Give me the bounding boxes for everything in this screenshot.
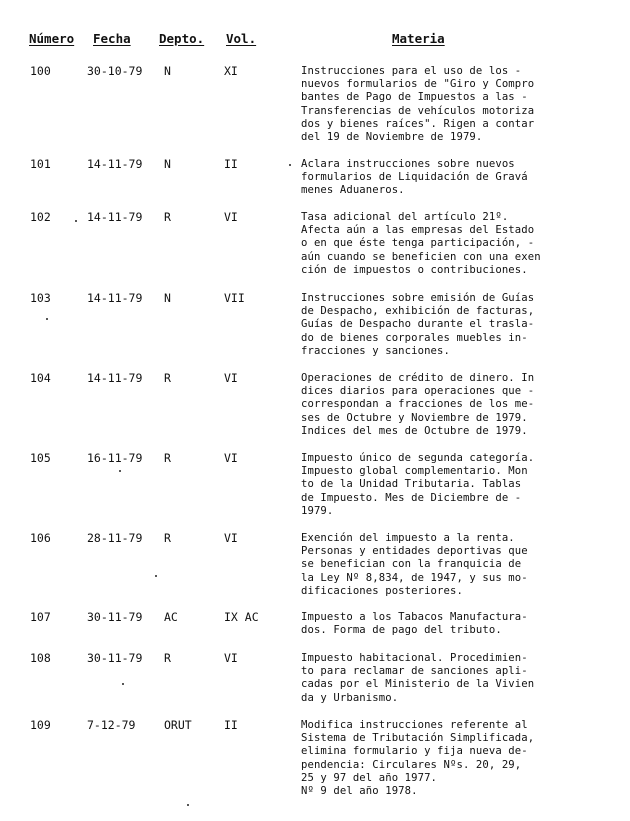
cell-vol: VI	[224, 651, 238, 665]
cell-vol: VI	[224, 371, 238, 385]
cell-fecha: 28-11-79	[87, 531, 143, 545]
materia-line: correspondan a fracciones de los me-	[301, 398, 535, 411]
cell-vol: XI	[224, 64, 238, 78]
cell-materia	[301, 452, 601, 518]
cell-depto: R	[164, 531, 171, 545]
cell-numero: 104	[30, 371, 51, 385]
cell-vol: VI	[224, 451, 238, 465]
materia-line: Transferencias de vehículos motoriza	[301, 104, 535, 117]
scan-speck	[46, 318, 48, 320]
cell-materia	[301, 611, 601, 637]
cell-vol: VII	[224, 291, 245, 305]
cell-fecha: 30-11-79	[87, 610, 143, 624]
materia-line: o en que éste tenga participación, -	[301, 237, 535, 250]
materia-line: menes Aduaneros.	[301, 184, 405, 197]
materia-line: aún cuando se beneficien con una exen	[301, 250, 541, 263]
cell-numero: 101	[30, 157, 51, 171]
materia-line: to de la Unidad Tributaria. Tablas	[301, 478, 522, 491]
header-fecha: Fecha	[93, 31, 131, 46]
cell-materia	[301, 65, 601, 144]
header-depto: Depto.	[159, 31, 205, 46]
materia-line: de Impuesto. Mes de Diciembre de -	[301, 491, 522, 504]
cell-depto: N	[164, 157, 171, 171]
cell-depto: ORUT	[164, 718, 192, 732]
materia-line: Impuesto a los Tabacos Manufactura-	[301, 611, 528, 623]
scan-speck	[289, 164, 291, 166]
materia-line: se benefician con la franquicia de	[301, 558, 522, 571]
materia-line: Exención del impuesto a la renta.	[301, 532, 515, 544]
scan-speck	[122, 683, 124, 685]
cell-vol: II	[224, 157, 238, 171]
materia-line: Personas y entidades deportivas que	[301, 545, 528, 558]
materia-line: Impuesto global complementario. Mon	[301, 465, 528, 478]
cell-fecha: 14-11-79	[87, 157, 143, 171]
materia-line: to para reclamar de sanciones apli-	[301, 665, 528, 678]
cell-numero: 103	[30, 291, 51, 305]
cell-depto: R	[164, 451, 171, 465]
materia-line: la Ley Nº 8,834, de 1947, y sus mo-	[301, 571, 528, 584]
cell-fecha: 7-12-79	[87, 718, 136, 732]
cell-numero: 108	[30, 651, 51, 665]
cell-numero: 102	[30, 210, 51, 224]
cell-vol: II	[224, 718, 238, 732]
materia-line: del 19 de Noviembre de 1979.	[301, 131, 483, 144]
scan-speck	[119, 470, 121, 472]
scan-speck	[187, 804, 189, 806]
header-vol: Vol.	[226, 31, 257, 46]
materia-line: Aclara instrucciones sobre nuevos	[301, 158, 515, 170]
cell-materia	[301, 292, 601, 358]
materia-line: dos. Forma de pago del tributo.	[301, 624, 502, 637]
cell-numero: 105	[30, 451, 51, 465]
materia-line: do de bienes corporales muebles in-	[301, 331, 528, 344]
cell-depto: R	[164, 210, 171, 224]
materia-line: cadas por el Ministerio de la Vivien	[301, 678, 535, 691]
materia-line: 1979.	[301, 504, 334, 517]
cell-materia	[301, 211, 601, 277]
materia-line: nuevos formularios de "Giro y Compro	[301, 78, 535, 91]
cell-fecha: 14-11-79	[87, 291, 143, 305]
cell-vol: IX AC	[224, 610, 259, 624]
materia-line: Operaciones de crédito de dinero. In	[301, 372, 535, 384]
cell-fecha: 14-11-79	[87, 210, 143, 224]
cell-fecha: 30-11-79	[87, 651, 143, 665]
materia-line: elimina formulario y fija nueva de-	[301, 745, 528, 758]
cell-materia	[301, 719, 601, 798]
cell-vol: VI	[224, 531, 238, 545]
cell-materia	[301, 532, 601, 598]
materia-line: ses de Octubre y Noviembre de 1979.	[301, 411, 528, 424]
materia-line: dices diarios para operaciones que -	[301, 385, 535, 398]
header-materia: Materia	[392, 31, 445, 46]
materia-line: Impuesto habitacional. Procedimien-	[301, 652, 528, 664]
materia-line: Impuesto único de segunda categoría.	[301, 452, 535, 464]
scan-speck	[155, 575, 157, 577]
materia-line: Instrucciones para el uso de los -	[301, 65, 522, 77]
cell-fecha: 30-10-79	[87, 64, 143, 78]
cell-numero: 107	[30, 610, 51, 624]
materia-line: da y Urbanismo.	[301, 691, 399, 704]
cell-depto: AC	[164, 610, 178, 624]
materia-line: Modifica instrucciones referente al	[301, 719, 528, 731]
materia-line: Sistema de Tributación Simplificada,	[301, 732, 535, 745]
materia-line: Guías de Despacho durante el trasla-	[301, 318, 535, 331]
materia-line: dificaciones posteriores.	[301, 584, 463, 597]
cell-numero: 106	[30, 531, 51, 545]
materia-line: ción de impuestos o contribuciones.	[301, 263, 528, 276]
cell-vol: VI	[224, 210, 238, 224]
cell-depto: N	[164, 291, 171, 305]
materia-line: bantes de Pago de Impuestos a las -	[301, 91, 528, 104]
scan-speck	[75, 220, 77, 222]
cell-materia	[301, 652, 601, 705]
materia-line: formularios de Liquidación de Gravá	[301, 171, 528, 184]
cell-fecha: 16-11-79	[87, 451, 143, 465]
cell-fecha: 14-11-79	[87, 371, 143, 385]
materia-line: pendencia: Circulares Nºs. 20, 29,	[301, 758, 522, 771]
materia-line: 25 y 97 del año 1977.	[301, 771, 438, 784]
materia-line: Instrucciones sobre emisión de Guías	[301, 292, 535, 304]
cell-depto: R	[164, 371, 171, 385]
materia-line: Indices del mes de Octubre de 1979.	[301, 424, 528, 437]
header-numero: Número	[29, 31, 75, 46]
cell-numero: 100	[30, 64, 51, 78]
materia-line: fracciones y sanciones.	[301, 344, 450, 357]
materia-line: de Despacho, exhibición de facturas,	[301, 305, 535, 318]
materia-line: dos y bienes raíces". Rigen a contar	[301, 117, 535, 130]
materia-line: Tasa adicional del artículo 21º.	[301, 211, 509, 223]
cell-depto: N	[164, 64, 171, 78]
cell-materia	[301, 372, 601, 438]
cell-materia	[301, 158, 601, 198]
cell-depto: R	[164, 651, 171, 665]
materia-line: Nº 9 del año 1978.	[301, 785, 418, 798]
cell-numero: 109	[30, 718, 51, 732]
materia-line: Afecta aún a las empresas del Estado	[301, 224, 535, 237]
